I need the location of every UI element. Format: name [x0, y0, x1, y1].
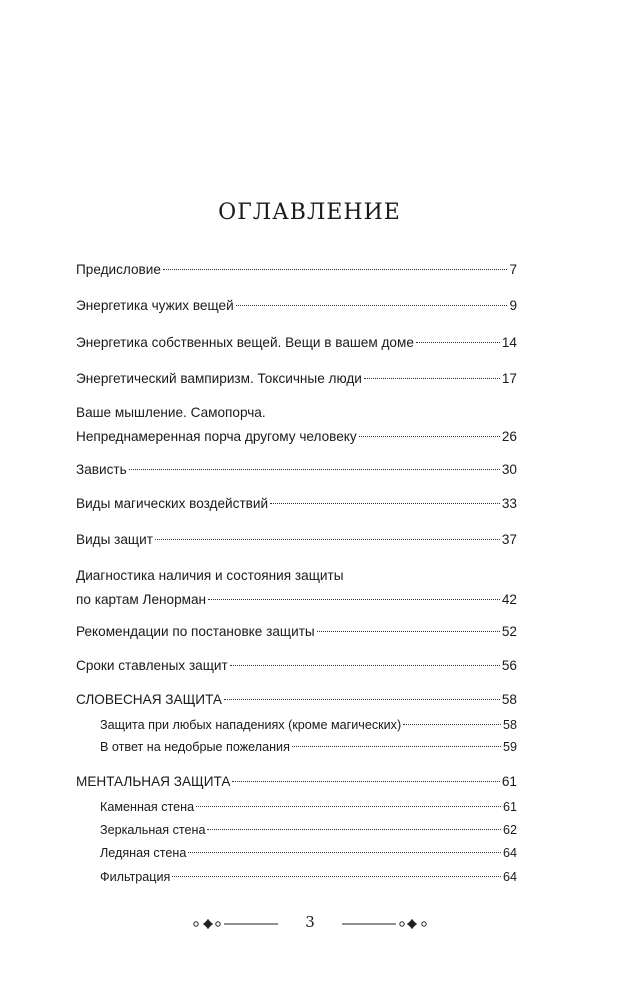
toc-page-number: 58 [502, 718, 517, 732]
toc-page-number: 30 [501, 462, 517, 477]
toc-entry-title-line: Ваше мышление. Самопорча. [76, 405, 266, 420]
toc-page-number: 59 [502, 740, 517, 754]
toc-entry-title: Сроки ставленых защит [76, 658, 228, 673]
toc-entry-title: В ответ на недобрые пожелания [100, 740, 290, 754]
dot-leader [359, 436, 500, 437]
toc-entry-title: СЛОВЕСНАЯ ЗАЩИТА [76, 692, 222, 707]
toc-entry-title: Рекомендации по постановке защиты [76, 624, 315, 639]
toc-subentry[interactable] [100, 866, 517, 888]
toc-entry-title-line: Диагностика наличия и состояния защиты [76, 568, 344, 583]
toc-entry-title: Ледяная стена [100, 846, 187, 860]
toc-section-heading[interactable] [76, 688, 517, 712]
toc-entry[interactable] [76, 294, 517, 318]
dot-leader [416, 342, 500, 343]
toc-page-number: 61 [501, 774, 517, 789]
toc-page-number: 7 [509, 262, 517, 277]
toc-page-number: 33 [501, 496, 517, 511]
toc-page-number: 14 [501, 335, 517, 350]
toc-entry-title: Зеркальная стена [100, 823, 206, 837]
toc-entry-title: Защита при любых нападениях (кроме магических) [100, 718, 402, 732]
toc-subentry[interactable] [100, 736, 517, 758]
dot-leader [224, 699, 500, 700]
toc-entry-title: Каменная стена [100, 800, 195, 814]
toc-entry-title: Виды защит [76, 532, 153, 547]
toc-entry[interactable] [76, 401, 517, 449]
toc-page-number: 58 [501, 692, 517, 707]
toc-entry[interactable] [76, 367, 517, 391]
toc-subentry[interactable] [100, 819, 517, 841]
toc-page-number: 62 [502, 823, 517, 837]
toc-page-number: 52 [501, 624, 517, 639]
toc-entry-title: Энергетика чужих вещей [76, 298, 234, 313]
dot-leader [364, 378, 500, 379]
toc-section-heading[interactable] [76, 770, 517, 794]
dot-leader [403, 724, 501, 725]
toc-entry[interactable] [76, 492, 517, 516]
toc-page-number: 42 [501, 592, 517, 607]
toc-page-number: 61 [502, 800, 517, 814]
dot-leader [196, 806, 501, 807]
dot-leader [232, 781, 499, 782]
toc-page-number: 17 [501, 371, 517, 386]
dot-leader [163, 269, 508, 270]
toc-entry[interactable] [76, 620, 517, 644]
toc-entry[interactable] [76, 331, 517, 355]
dot-leader [208, 599, 500, 600]
toc-entry-title: Энергетический вампиризм. Токсичные люди [76, 371, 362, 386]
toc-entry[interactable] [76, 654, 517, 678]
toc-entry-title: Виды магических воздействий [76, 496, 269, 511]
dot-leader [207, 829, 501, 830]
toc-page-number: 9 [509, 298, 517, 313]
toc-entry-title: МЕНТАЛЬНАЯ ЗАЩИТА [76, 774, 231, 789]
toc-page-number: 37 [501, 532, 517, 547]
dot-leader [236, 305, 508, 306]
toc-entry[interactable] [76, 564, 517, 612]
page-title: ОГЛАВЛЕНИЕ [218, 200, 401, 225]
toc-entry-title: Энергетика собственных вещей. Вещи в вашем доме [76, 335, 414, 350]
dot-leader [317, 631, 500, 632]
toc-subentry[interactable] [100, 842, 517, 864]
toc-entry[interactable] [76, 458, 517, 482]
dot-leader [155, 539, 500, 540]
toc-page-number: 26 [501, 429, 517, 444]
dot-leader [129, 469, 500, 470]
dot-leader [172, 876, 501, 877]
toc-entry-title: Фильтрация [100, 870, 171, 884]
toc-subentry[interactable] [100, 714, 517, 736]
dot-leader [292, 746, 501, 747]
toc-entry-title: Зависть [76, 462, 127, 477]
toc-page-number: 64 [502, 846, 517, 860]
toc-page-number: 56 [501, 658, 517, 673]
page-footer [190, 912, 430, 936]
toc-entry[interactable] [76, 528, 517, 552]
toc-page-number: 64 [502, 870, 517, 884]
page-number: 3 [305, 913, 315, 931]
dot-leader [188, 852, 501, 853]
toc-entry-title: по картам Ленорман [76, 592, 207, 607]
toc-entry-title: Непреднамеренная порча другому человеку [76, 429, 357, 444]
toc-entry-title: Предисловие [76, 262, 161, 277]
toc-entry[interactable] [76, 258, 517, 282]
dot-leader [230, 665, 500, 666]
toc-subentry[interactable] [100, 796, 517, 818]
dot-leader [270, 503, 500, 504]
